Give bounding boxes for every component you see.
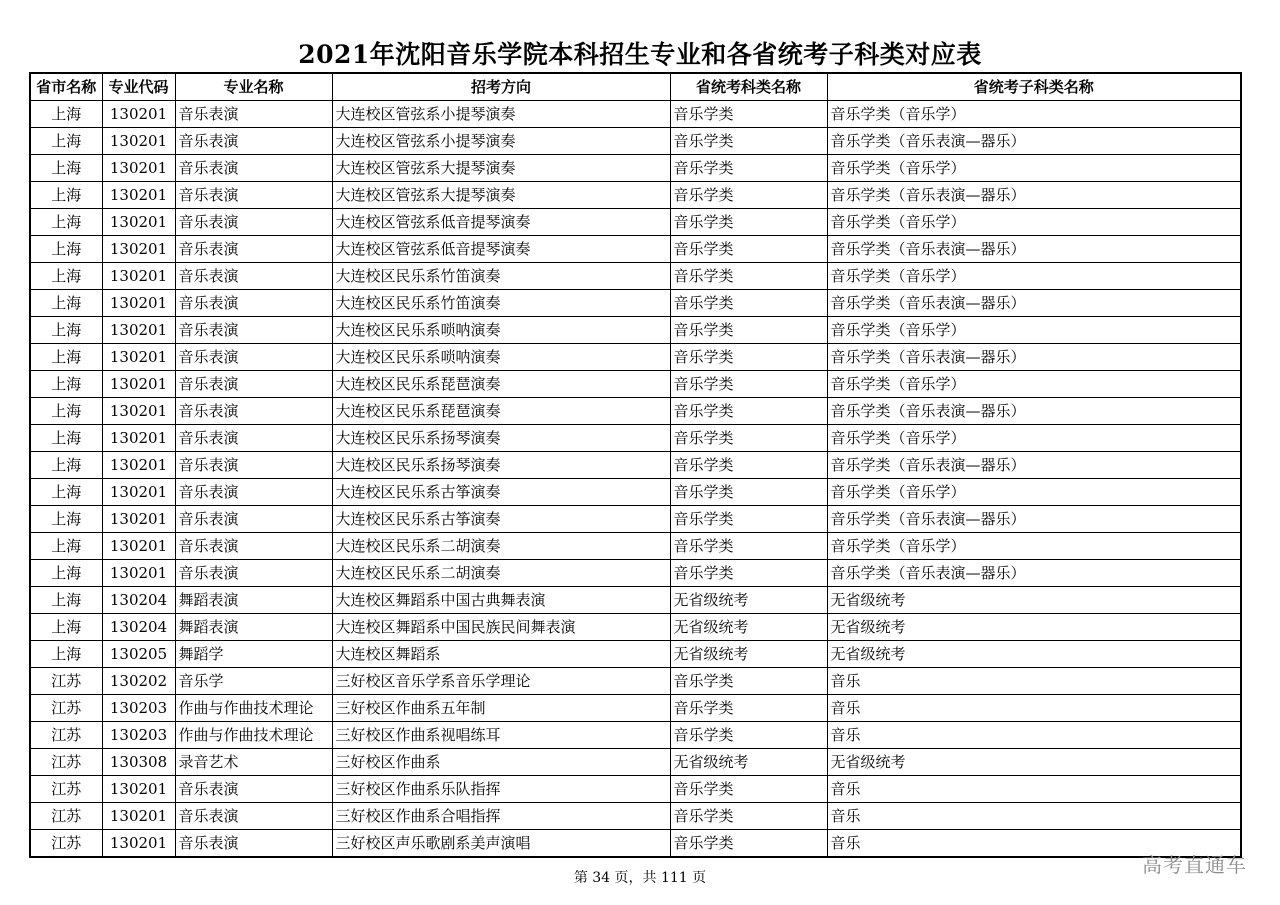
province-cell: 上海 bbox=[30, 533, 102, 560]
watermark-text: 高考直通车 bbox=[1142, 853, 1247, 877]
category-cell: 音乐学类 bbox=[670, 209, 827, 236]
province-cell: 上海 bbox=[30, 452, 102, 479]
subcategory-cell: 音乐学类（音乐学） bbox=[827, 533, 1241, 560]
province-cell: 上海 bbox=[30, 236, 102, 263]
province-cell: 上海 bbox=[30, 479, 102, 506]
table-row bbox=[30, 101, 1241, 128]
major-code-cell: 130201 bbox=[102, 776, 175, 803]
subcategory-cell: 无省级统考 bbox=[827, 641, 1241, 668]
major-name-cell: 音乐表演 bbox=[175, 317, 332, 344]
subcategory-cell: 音乐学类（音乐学） bbox=[827, 209, 1241, 236]
major-name-cell: 音乐表演 bbox=[175, 425, 332, 452]
page-title: 2021年沈阳音乐学院本科招生专业和各省统考子科类对应表 bbox=[298, 40, 982, 69]
table-row bbox=[30, 749, 1241, 776]
direction-cell: 大连校区舞蹈系中国民族民间舞表演 bbox=[332, 614, 670, 641]
province-cell: 江苏 bbox=[30, 695, 102, 722]
province-cell: 上海 bbox=[30, 182, 102, 209]
table-row bbox=[30, 533, 1241, 560]
subcategory-cell: 音乐 bbox=[827, 668, 1241, 695]
subcategory-cell: 音乐 bbox=[827, 776, 1241, 803]
direction-cell: 大连校区民乐系扬琴演奏 bbox=[332, 425, 670, 452]
table-row bbox=[30, 668, 1241, 695]
major-code-cell: 130201 bbox=[102, 506, 175, 533]
province-cell: 上海 bbox=[30, 587, 102, 614]
subcategory-cell: 音乐 bbox=[827, 695, 1241, 722]
subcategory-cell: 音乐 bbox=[827, 722, 1241, 749]
table-header-row bbox=[30, 73, 1241, 101]
major-name-cell: 音乐表演 bbox=[175, 209, 332, 236]
subcategory-cell: 音乐学类（音乐学） bbox=[827, 317, 1241, 344]
category-header: 省统考科类名称 bbox=[670, 73, 827, 101]
direction-cell: 大连校区舞蹈系中国古典舞表演 bbox=[332, 587, 670, 614]
category-cell: 音乐学类 bbox=[670, 560, 827, 587]
province-cell: 上海 bbox=[30, 209, 102, 236]
major-name-cell: 舞蹈表演 bbox=[175, 587, 332, 614]
major-name-cell: 音乐表演 bbox=[175, 263, 332, 290]
province-cell: 江苏 bbox=[30, 803, 102, 830]
direction-cell: 大连校区民乐系唢呐演奏 bbox=[332, 317, 670, 344]
table-row bbox=[30, 803, 1241, 830]
category-cell: 音乐学类 bbox=[670, 344, 827, 371]
table-row bbox=[30, 776, 1241, 803]
major-code-cell: 130201 bbox=[102, 182, 175, 209]
direction-cell: 大连校区民乐系竹笛演奏 bbox=[332, 263, 670, 290]
major-code-cell: 130201 bbox=[102, 560, 175, 587]
major-name-cell: 音乐表演 bbox=[175, 128, 332, 155]
category-cell: 音乐学类 bbox=[670, 371, 827, 398]
category-cell: 音乐学类 bbox=[670, 101, 827, 128]
direction-cell: 大连校区管弦系小提琴演奏 bbox=[332, 128, 670, 155]
direction-cell: 大连校区民乐系二胡演奏 bbox=[332, 560, 670, 587]
category-cell: 音乐学类 bbox=[670, 452, 827, 479]
table-body bbox=[30, 101, 1241, 858]
table-row bbox=[30, 452, 1241, 479]
major-code-cell: 130201 bbox=[102, 452, 175, 479]
subject-mapping-table bbox=[29, 72, 1242, 858]
major-code-cell: 130201 bbox=[102, 101, 175, 128]
province-cell: 上海 bbox=[30, 614, 102, 641]
major-code-cell: 130201 bbox=[102, 830, 175, 858]
category-cell: 音乐学类 bbox=[670, 317, 827, 344]
category-cell: 音乐学类 bbox=[670, 236, 827, 263]
province-cell: 上海 bbox=[30, 128, 102, 155]
province-cell: 上海 bbox=[30, 425, 102, 452]
table-row bbox=[30, 236, 1241, 263]
major-code-cell: 130201 bbox=[102, 209, 175, 236]
table-row bbox=[30, 263, 1241, 290]
table-row bbox=[30, 830, 1241, 858]
table-row bbox=[30, 317, 1241, 344]
major-name-cell: 音乐表演 bbox=[175, 101, 332, 128]
major-name-cell: 音乐表演 bbox=[175, 236, 332, 263]
subcategory-cell: 音乐学类（音乐学） bbox=[827, 263, 1241, 290]
major-name-cell: 音乐学 bbox=[175, 668, 332, 695]
direction-cell: 大连校区民乐系二胡演奏 bbox=[332, 533, 670, 560]
subcategory-header: 省统考子科类名称 bbox=[827, 73, 1241, 101]
table-row bbox=[30, 722, 1241, 749]
direction-cell: 三好校区作曲系 bbox=[332, 749, 670, 776]
province-cell: 上海 bbox=[30, 398, 102, 425]
major-code-cell: 130201 bbox=[102, 533, 175, 560]
subcategory-cell: 音乐学类（音乐学） bbox=[827, 479, 1241, 506]
province-cell: 上海 bbox=[30, 371, 102, 398]
subcategory-cell: 音乐学类（音乐学） bbox=[827, 101, 1241, 128]
major-name-cell: 音乐表演 bbox=[175, 803, 332, 830]
major-code-cell: 130203 bbox=[102, 722, 175, 749]
direction-cell: 三好校区作曲系合唱指挥 bbox=[332, 803, 670, 830]
major-name-cell: 音乐表演 bbox=[175, 506, 332, 533]
major-code-cell: 130205 bbox=[102, 641, 175, 668]
subcategory-cell: 音乐学类（音乐表演—器乐） bbox=[827, 344, 1241, 371]
major-code-header: 专业代码 bbox=[102, 73, 175, 101]
province-cell: 上海 bbox=[30, 155, 102, 182]
subcategory-cell: 音乐学类（音乐表演—器乐） bbox=[827, 452, 1241, 479]
province-cell: 江苏 bbox=[30, 749, 102, 776]
direction-cell: 大连校区管弦系小提琴演奏 bbox=[332, 101, 670, 128]
province-cell: 上海 bbox=[30, 506, 102, 533]
category-cell: 音乐学类 bbox=[670, 425, 827, 452]
table-row bbox=[30, 614, 1241, 641]
subcategory-cell: 无省级统考 bbox=[827, 749, 1241, 776]
direction-cell: 三好校区声乐歌剧系美声演唱 bbox=[332, 830, 670, 858]
table-row bbox=[30, 128, 1241, 155]
major-name-cell: 音乐表演 bbox=[175, 182, 332, 209]
direction-cell: 大连校区民乐系琵琶演奏 bbox=[332, 371, 670, 398]
table-row bbox=[30, 290, 1241, 317]
direction-cell: 大连校区民乐系古筝演奏 bbox=[332, 479, 670, 506]
major-name-cell: 音乐表演 bbox=[175, 398, 332, 425]
major-name-cell: 音乐表演 bbox=[175, 479, 332, 506]
category-cell: 音乐学类 bbox=[670, 155, 827, 182]
province-cell: 上海 bbox=[30, 317, 102, 344]
table-row bbox=[30, 560, 1241, 587]
major-code-cell: 130308 bbox=[102, 749, 175, 776]
direction-cell: 大连校区管弦系大提琴演奏 bbox=[332, 182, 670, 209]
major-name-cell: 音乐表演 bbox=[175, 371, 332, 398]
direction-cell: 大连校区民乐系古筝演奏 bbox=[332, 506, 670, 533]
major-name-cell: 音乐表演 bbox=[175, 452, 332, 479]
table-row bbox=[30, 371, 1241, 398]
page-number: 第 34 页，共 111 页 bbox=[573, 870, 707, 886]
category-cell: 音乐学类 bbox=[670, 128, 827, 155]
direction-cell: 大连校区管弦系低音提琴演奏 bbox=[332, 209, 670, 236]
major-name-cell: 音乐表演 bbox=[175, 290, 332, 317]
table-row bbox=[30, 155, 1241, 182]
direction-cell: 三好校区作曲系乐队指挥 bbox=[332, 776, 670, 803]
subcategory-cell: 音乐 bbox=[827, 830, 1241, 858]
major-code-cell: 130201 bbox=[102, 371, 175, 398]
category-cell: 音乐学类 bbox=[670, 479, 827, 506]
province-cell: 上海 bbox=[30, 101, 102, 128]
table-row bbox=[30, 398, 1241, 425]
province-cell: 江苏 bbox=[30, 722, 102, 749]
major-name-cell: 录音艺术 bbox=[175, 749, 332, 776]
category-cell: 无省级统考 bbox=[670, 749, 827, 776]
category-cell: 音乐学类 bbox=[670, 290, 827, 317]
category-cell: 音乐学类 bbox=[670, 776, 827, 803]
province-cell: 上海 bbox=[30, 263, 102, 290]
direction-cell: 三好校区作曲系五年制 bbox=[332, 695, 670, 722]
major-code-cell: 130201 bbox=[102, 398, 175, 425]
category-cell: 音乐学类 bbox=[670, 722, 827, 749]
table-row bbox=[30, 695, 1241, 722]
category-cell: 音乐学类 bbox=[670, 695, 827, 722]
major-name-cell: 舞蹈表演 bbox=[175, 614, 332, 641]
province-cell: 江苏 bbox=[30, 830, 102, 858]
table-row bbox=[30, 479, 1241, 506]
major-code-cell: 130203 bbox=[102, 695, 175, 722]
subcategory-cell: 无省级统考 bbox=[827, 614, 1241, 641]
direction-cell: 三好校区作曲系视唱练耳 bbox=[332, 722, 670, 749]
subcategory-cell: 音乐学类（音乐表演—器乐） bbox=[827, 182, 1241, 209]
subcategory-cell: 无省级统考 bbox=[827, 587, 1241, 614]
major-name-cell: 舞蹈学 bbox=[175, 641, 332, 668]
category-cell: 音乐学类 bbox=[670, 398, 827, 425]
table-row bbox=[30, 587, 1241, 614]
direction-cell: 大连校区民乐系唢呐演奏 bbox=[332, 344, 670, 371]
category-cell: 音乐学类 bbox=[670, 182, 827, 209]
province-cell: 上海 bbox=[30, 641, 102, 668]
category-cell: 无省级统考 bbox=[670, 641, 827, 668]
major-name-cell: 音乐表演 bbox=[175, 776, 332, 803]
subcategory-cell: 音乐学类（音乐表演—器乐） bbox=[827, 560, 1241, 587]
subcategory-cell: 音乐学类（音乐表演—器乐） bbox=[827, 128, 1241, 155]
category-cell: 音乐学类 bbox=[670, 263, 827, 290]
major-name-cell: 音乐表演 bbox=[175, 155, 332, 182]
subcategory-cell: 音乐学类（音乐表演—器乐） bbox=[827, 506, 1241, 533]
major-name-cell: 音乐表演 bbox=[175, 830, 332, 858]
major-code-cell: 130204 bbox=[102, 614, 175, 641]
subcategory-cell: 音乐学类（音乐学） bbox=[827, 371, 1241, 398]
major-name-cell: 音乐表演 bbox=[175, 344, 332, 371]
subcategory-cell: 音乐学类（音乐表演—器乐） bbox=[827, 290, 1241, 317]
category-cell: 无省级统考 bbox=[670, 587, 827, 614]
category-cell: 音乐学类 bbox=[670, 830, 827, 858]
direction-header: 招考方向 bbox=[332, 73, 670, 101]
subcategory-cell: 音乐学类（音乐学） bbox=[827, 425, 1241, 452]
province-cell: 上海 bbox=[30, 560, 102, 587]
table-row bbox=[30, 209, 1241, 236]
category-cell: 音乐学类 bbox=[670, 506, 827, 533]
direction-cell: 大连校区管弦系低音提琴演奏 bbox=[332, 236, 670, 263]
major-code-cell: 130202 bbox=[102, 668, 175, 695]
direction-cell: 大连校区民乐系竹笛演奏 bbox=[332, 290, 670, 317]
major-code-cell: 130201 bbox=[102, 479, 175, 506]
major-code-cell: 130201 bbox=[102, 425, 175, 452]
category-cell: 音乐学类 bbox=[670, 533, 827, 560]
major-code-cell: 130201 bbox=[102, 155, 175, 182]
direction-cell: 大连校区管弦系大提琴演奏 bbox=[332, 155, 670, 182]
category-cell: 音乐学类 bbox=[670, 668, 827, 695]
subcategory-cell: 音乐学类（音乐表演—器乐） bbox=[827, 398, 1241, 425]
table-row bbox=[30, 506, 1241, 533]
subcategory-cell: 音乐 bbox=[827, 803, 1241, 830]
major-code-cell: 130201 bbox=[102, 263, 175, 290]
direction-cell: 大连校区民乐系琵琶演奏 bbox=[332, 398, 670, 425]
province-cell: 江苏 bbox=[30, 668, 102, 695]
province-cell: 江苏 bbox=[30, 776, 102, 803]
table-row bbox=[30, 344, 1241, 371]
major-code-cell: 130201 bbox=[102, 290, 175, 317]
table-row bbox=[30, 641, 1241, 668]
major-name-cell: 音乐表演 bbox=[175, 560, 332, 587]
direction-cell: 大连校区舞蹈系 bbox=[332, 641, 670, 668]
major-code-cell: 130201 bbox=[102, 803, 175, 830]
major-code-cell: 130201 bbox=[102, 344, 175, 371]
major-code-cell: 130204 bbox=[102, 587, 175, 614]
subcategory-cell: 音乐学类（音乐学） bbox=[827, 155, 1241, 182]
major-name-cell: 音乐表演 bbox=[175, 533, 332, 560]
category-cell: 无省级统考 bbox=[670, 614, 827, 641]
province-cell: 上海 bbox=[30, 344, 102, 371]
table-row bbox=[30, 425, 1241, 452]
major-code-cell: 130201 bbox=[102, 317, 175, 344]
major-name-cell: 作曲与作曲技术理论 bbox=[175, 722, 332, 749]
major-code-cell: 130201 bbox=[102, 236, 175, 263]
major-name-cell: 作曲与作曲技术理论 bbox=[175, 695, 332, 722]
category-cell: 音乐学类 bbox=[670, 803, 827, 830]
province-cell: 上海 bbox=[30, 290, 102, 317]
major-name-header: 专业名称 bbox=[175, 73, 332, 101]
major-code-cell: 130201 bbox=[102, 128, 175, 155]
direction-cell: 三好校区音乐学系音乐学理论 bbox=[332, 668, 670, 695]
province-header: 省市名称 bbox=[30, 73, 102, 101]
subcategory-cell: 音乐学类（音乐表演—器乐） bbox=[827, 236, 1241, 263]
table-row bbox=[30, 182, 1241, 209]
direction-cell: 大连校区民乐系扬琴演奏 bbox=[332, 452, 670, 479]
